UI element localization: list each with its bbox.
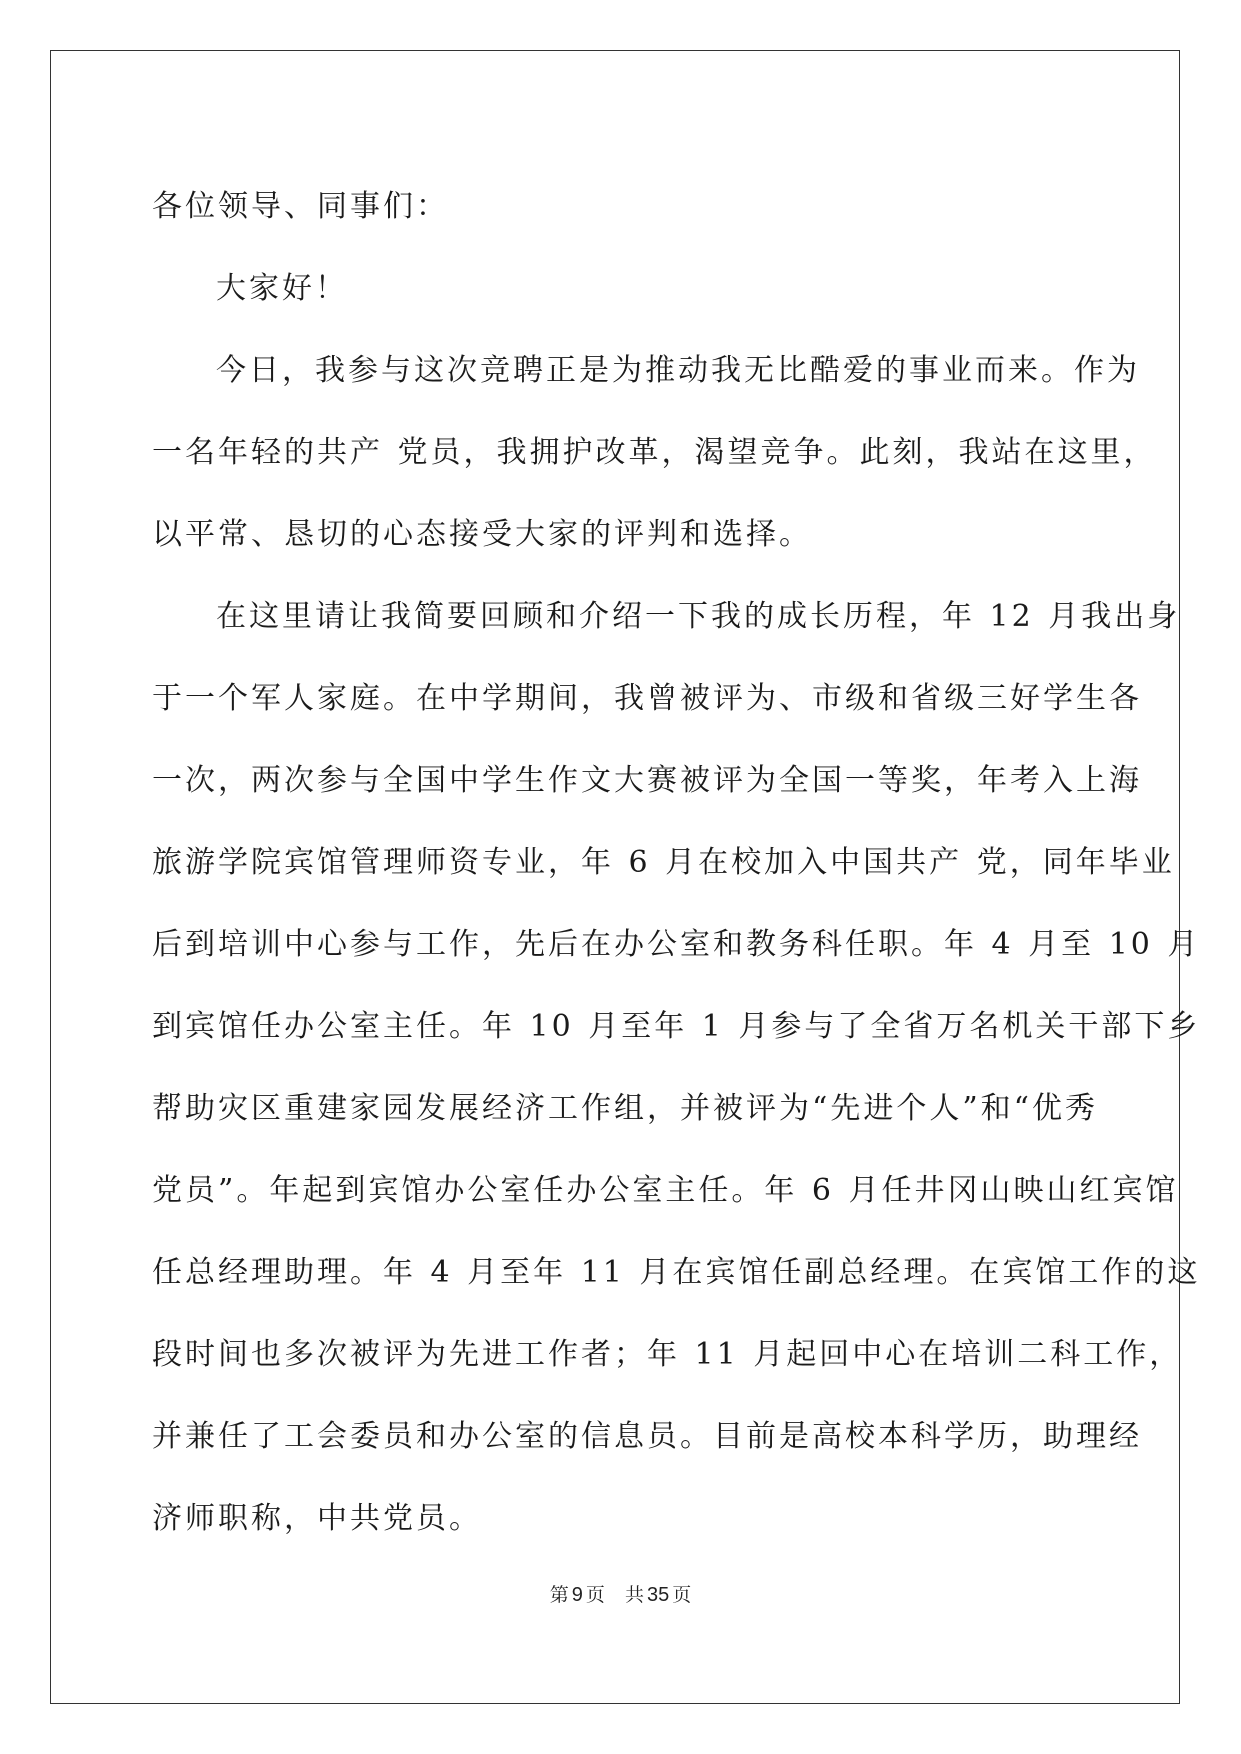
text-line: 党员”。年起到宾馆办公室任办公室主任。年 6 月任井冈山映山红宾馆 <box>152 1173 1179 1208</box>
text-line: 一次，两次参与全国中学生作文大赛被评为全国一等奖，年考入上海 <box>152 763 1142 798</box>
text-line: 任总经理助理。年 4 月至年 11 月在宾馆任副总经理。在宾馆工作的这 <box>152 1255 1201 1290</box>
total-prefix: 共 <box>624 1584 644 1606</box>
text-line: 大家好！ <box>216 271 348 306</box>
text-line: 济师职称，中共党员。 <box>152 1501 482 1536</box>
text-line: 以平常、恳切的心态接受大家的评判和选择。 <box>152 517 812 552</box>
text-line: 段时间也多次被评为先进工作者；年 11 月起回中心在培训二科工作， <box>152 1337 1183 1372</box>
text-line: 于一个军人家庭。在中学期间，我曾被评为、市级和省级三好学生各 <box>152 681 1142 716</box>
page-footer <box>0 1580 1241 1607</box>
text-line: 一名年轻的共产 党员，我拥护改革，渴望竞争。此刻，我站在这里， <box>152 435 1157 470</box>
page-number: 9 <box>571 1584 583 1606</box>
total-unit: 页 <box>672 1584 692 1606</box>
footer-prefix: 第 <box>549 1584 569 1606</box>
document-body <box>152 166 1201 1560</box>
text-line: 各位领导、同事们： <box>152 189 449 224</box>
text-line: 帮助灾区重建家园发展经济工作组，并被评为“先进个人”和“优秀 <box>152 1091 1099 1126</box>
text-line: 后到培训中心参与工作，先后在办公室和教务科任职。年 4 月至 10 月 <box>152 927 1201 962</box>
total-pages: 35 <box>646 1584 670 1606</box>
text-line: 并兼任了工会委员和办公室的信息员。目前是高校本科学历，助理经 <box>152 1419 1142 1454</box>
text-line: 旅游学院宾馆管理师资专业，年 6 月在校加入中国共产 党，同年毕业 <box>152 845 1175 880</box>
text-line: 到宾馆任办公室主任。年 10 月至年 1 月参与了全省万名机关干部下乡 <box>152 1009 1201 1044</box>
text-line: 在这里请让我简要回顾和介绍一下我的成长历程，年 12 月我出身 <box>216 599 1181 634</box>
text-line: 今日，我参与这次竞聘正是为推动我无比酷爱的事业而来。作为 <box>216 353 1140 388</box>
page-unit: 页 <box>585 1584 605 1606</box>
